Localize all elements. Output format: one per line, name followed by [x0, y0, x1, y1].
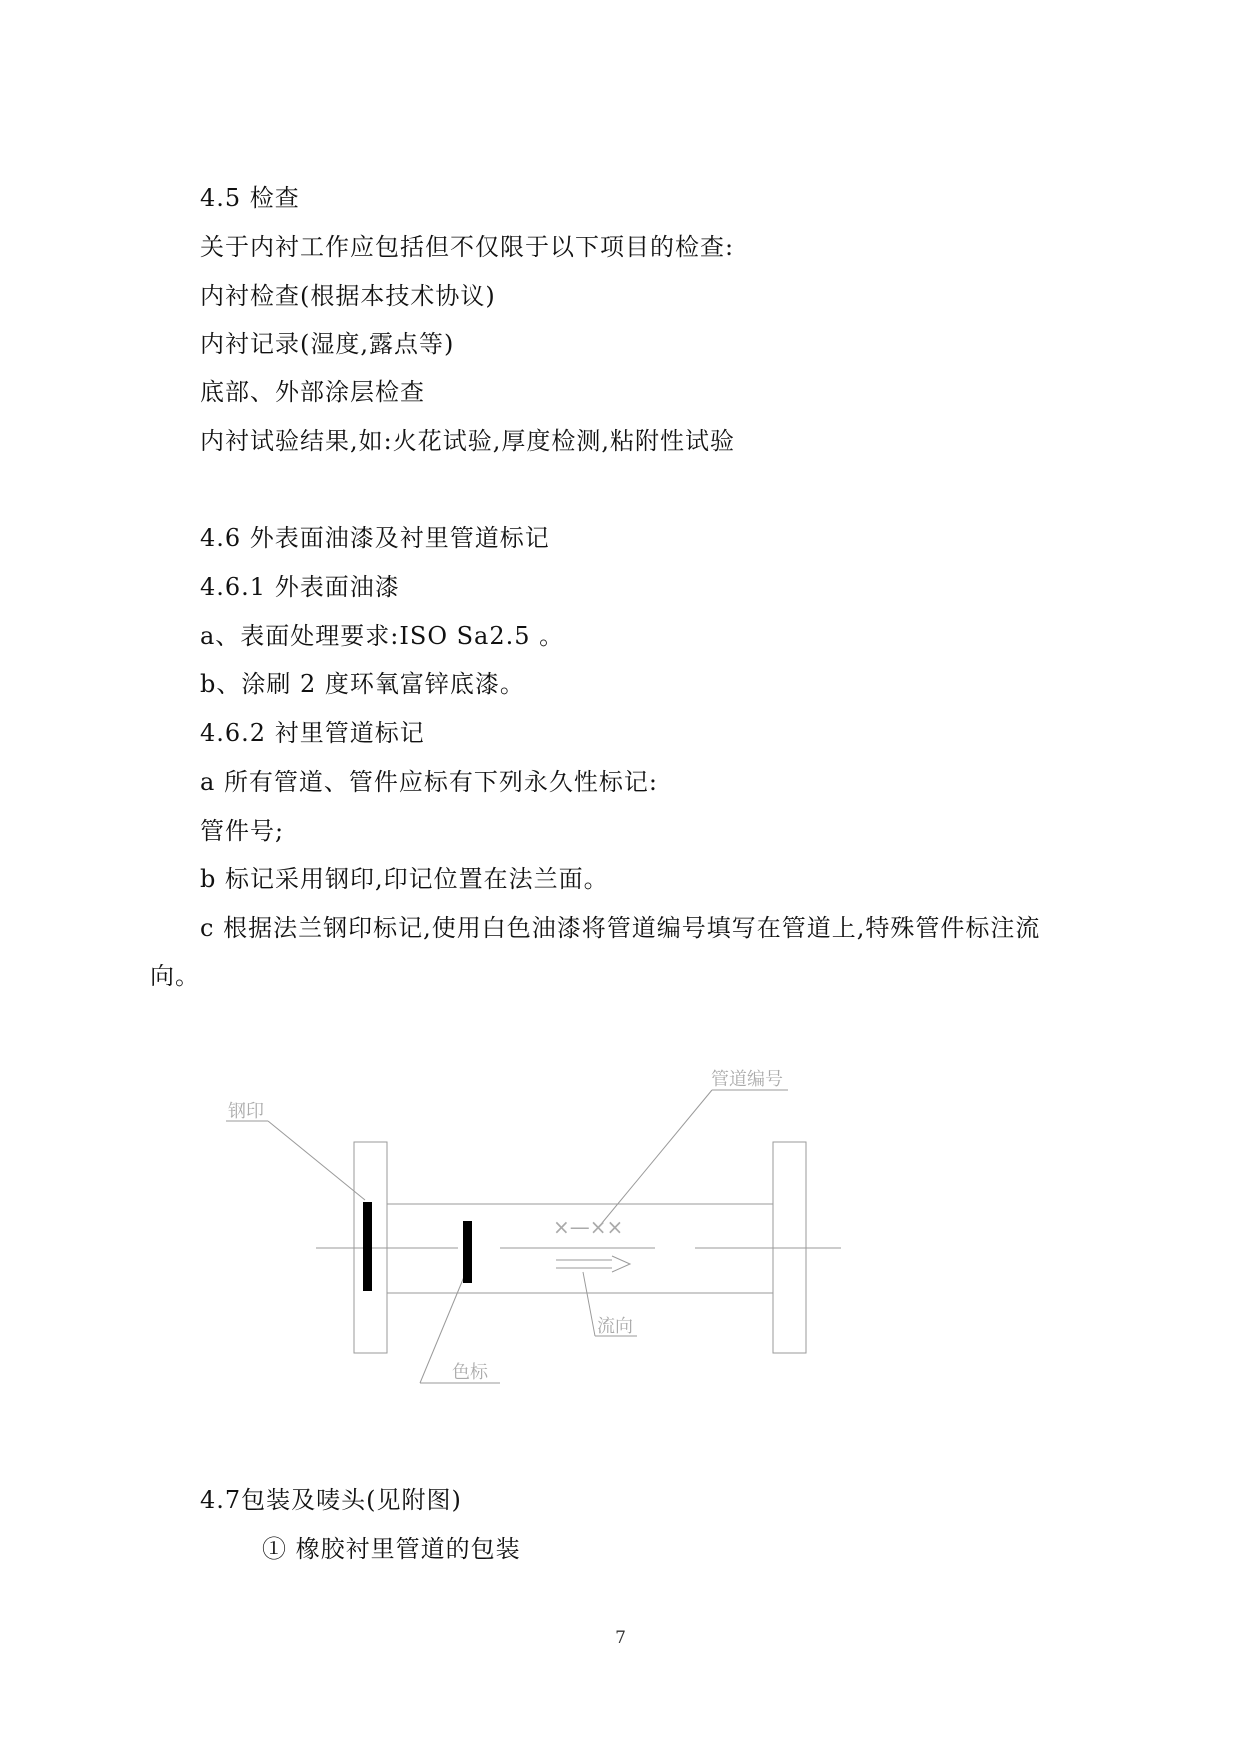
section-4-7-heading: 4.7包装及唛头(见附图) — [200, 1486, 462, 1514]
marking-item: 管件号; — [200, 817, 285, 845]
inspection-item: 内衬检查(根据本技术协议) — [200, 282, 496, 310]
section-4-5-heading: 4.5 检查 — [200, 184, 300, 212]
stamp-leader — [268, 1121, 365, 1200]
section-4-6-heading: 4.6 外表面油漆及衬里管道标记 — [200, 524, 550, 552]
flow-label: 流向 — [597, 1316, 633, 1337]
color-mark — [463, 1221, 472, 1283]
inspection-item: 内衬试验结果,如:火花试验,厚度检测,粘附性试验 — [200, 427, 735, 455]
stamp-label: 钢印 — [228, 1101, 264, 1122]
marking-item-c-continued: 向。 — [150, 962, 200, 990]
marking-item-c: c 根据法兰钢印标记,使用白色油漆将管道编号填写在管道上,特殊管件标注流 — [200, 914, 1041, 942]
packaging-item: ① 橡胶衬里管道的包装 — [262, 1535, 521, 1563]
marking-item: a 所有管道、管件应标有下列永久性标记: — [200, 768, 659, 796]
section-4-6-1-heading: 4.6.1 外表面油漆 — [200, 573, 400, 601]
flow-leader — [583, 1272, 595, 1336]
color-mark-label: 色标 — [452, 1362, 488, 1383]
section-4-6-2-heading: 4.6.2 衬里管道标记 — [200, 719, 425, 747]
paint-item: b、涂刷 2 度环氧富锌底漆。 — [200, 670, 525, 698]
section-4-5-intro: 关于内衬工作应包括但不仅限于以下项目的检查: — [200, 233, 735, 261]
pipe-number-label: 管道编号 — [711, 1069, 783, 1090]
inspection-item: 内衬记录(湿度,露点等) — [200, 330, 455, 358]
pipe-number-placeholder: ×—×× — [553, 1215, 624, 1239]
marking-item: b 标记采用钢印,印记位置在法兰面。 — [200, 865, 609, 893]
pipe-number-leader — [602, 1090, 712, 1223]
stamp-mark — [363, 1202, 372, 1291]
page-number: 7 — [615, 1628, 626, 1648]
inspection-item: 底部、外部涂层检查 — [200, 378, 425, 406]
pipe-marking-diagram — [0, 1040, 1241, 1400]
paint-item: a、表面处理要求:ISO Sa2.5 。 — [200, 622, 565, 650]
flow-arrow-icon — [556, 1256, 630, 1272]
